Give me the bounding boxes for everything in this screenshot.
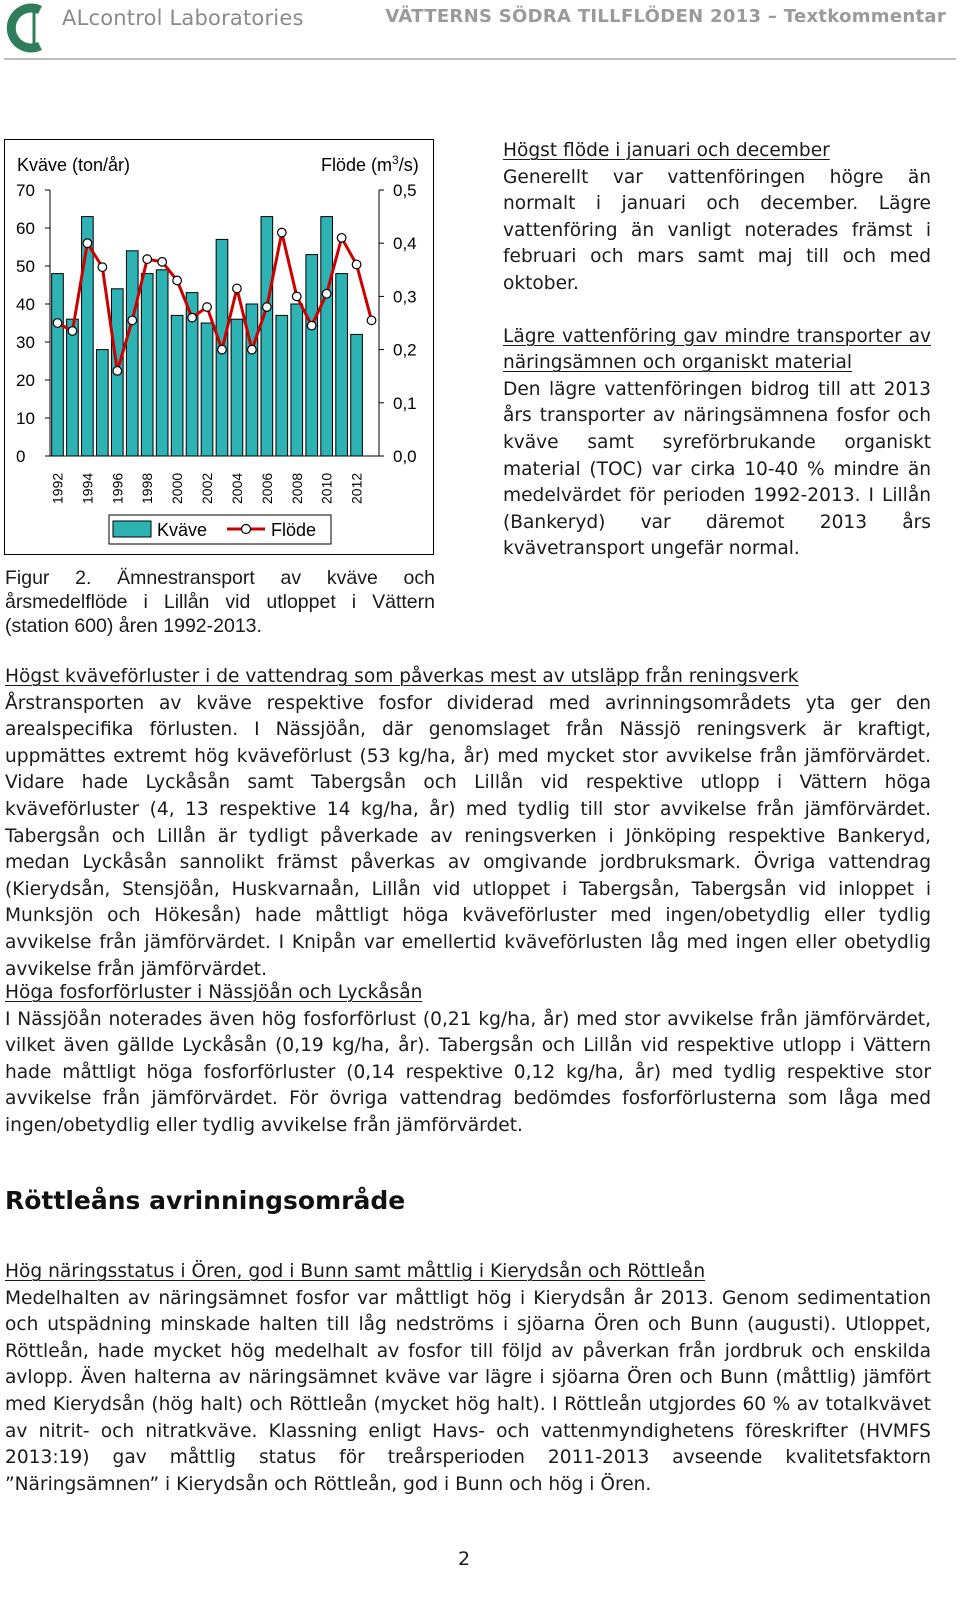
side-body-1: Generellt var vattenföringen högre än normalt i januari och december. Lägre vattenföring än vanligt noterades främst i februari och mars samt maj till och med oktober.: [503, 166, 931, 294]
x-tick-label: 2010: [318, 472, 335, 504]
point-flode-2008: [292, 292, 301, 301]
x-tick-label: 1998: [139, 472, 156, 504]
point-flode-2011: [337, 234, 346, 243]
section-nutrient-status: [5, 1259, 931, 1498]
bar-kvave-2000: [171, 315, 183, 456]
x-tick-label: 2006: [258, 472, 275, 504]
left-tick-label: 20: [16, 371, 35, 390]
right-axis-title: Flöde $(m^3/s)$: [321, 153, 419, 175]
chart-legend: [109, 515, 331, 544]
right-tick-label: 0,3: [393, 287, 417, 307]
legend-kvave-label: Kväve: [157, 520, 208, 540]
page-number: 2: [458, 1548, 471, 1570]
bar-kvave-2007: [276, 315, 288, 456]
left-tick-label: 10: [16, 409, 35, 428]
header-divider: [4, 58, 956, 60]
bar-kvave-1998: [141, 274, 153, 456]
x-tick-label: 1992: [49, 472, 66, 504]
nitrogen-flow-chart: [5, 140, 435, 556]
side-heading-1: Högst flöde i januari och december: [503, 140, 830, 161]
point-flode-2009: [307, 321, 316, 330]
bar-kvave-2004: [231, 319, 243, 456]
section-nitrogen-losses: [5, 664, 931, 983]
point-flode-2007: [277, 228, 286, 237]
left-tick-label: 0: [16, 447, 26, 466]
left-tick-label: 50: [16, 257, 35, 276]
point-flode-2010: [322, 289, 331, 298]
bar-kvave-2012: [351, 334, 363, 456]
legend-flode-marker: [242, 525, 251, 534]
point-flode-1993: [68, 327, 77, 336]
bar-kvave-1997: [126, 251, 138, 456]
section-body-nitrogen: Årstransporten av kväve respektive fosfor dividerad med avrinningsområdets yta ger den arealspecifika förlusten. I Nässjöån, där genomslaget från Nässjö reningsverk är kraftigt, uppmättes extremt hög kväveförlust (53 kg/ha, år) med mycket stor avvikelse från jämförvärdet. Vidare hade Lyckåsån samt Tabergsån och Lillån vid respektive utlopp i Vättern höga kväveförluster (4, 13 respektive 14 kg/ha, år) med tydlig till stor avvikelse från jämförvärdet. Tabergsån och Lillån är tydligt påverkade av reningsverken i Jönköping respektive Bankeryd, medan Lyckåsån sannolikt främst påverkas av omgivande jordbruksmark. Övriga vattendrag (Kierydsån, Stensjöån, Huskvarnaån, Lillån vid utloppet i Tabergsån, Tabergsån vid inloppet i Munksjön och Hökesån) hade måttligt höga kväveförluster med ingen/obetydlig eller tydlig avvikelse från jämförvärdet. I Knipån var emellertid kväveförlusten låg med ingen eller obetydlig avvikelse från jämförvärdet.: [5, 692, 931, 980]
side-heading-2: Lägre vattenföring gav mindre transporter av näringsämnen och organiskt material: [503, 325, 931, 374]
bar-kvave-2002: [201, 323, 213, 456]
point-flode-2012: [352, 260, 361, 269]
point-flode-2000: [173, 276, 182, 285]
x-tick-label: 2012: [348, 472, 365, 504]
left-tick-label: 60: [16, 219, 35, 238]
x-tick-label: 1994: [79, 472, 96, 504]
figure-caption: Figur 2. Ämnestransport av kväve och årsmedelflöde i Lillån vid utloppet i Vättern (station 600) åren 1992-2013.: [5, 567, 435, 637]
left-tick-label: 40: [16, 295, 35, 314]
bar-kvave-2006: [261, 217, 273, 456]
legend-kvave-swatch: [113, 521, 151, 537]
bar-kvave-2010: [321, 217, 333, 456]
point-flode-2004: [233, 284, 242, 293]
x-tick-label: 2004: [228, 472, 245, 504]
right-tick-label: 0,4: [393, 234, 417, 254]
point-flode-1995: [98, 263, 107, 272]
section-body-phosphorus: I Nässjöån noterades även hög fosforförlust (0,21 kg/ha, år) med stor avvikelse från jämförvärdet, vilket även gällde Lyckåsån (0,19 kg/ha, år). Tabergsån och Lillån vid respektive utlopp i Vättern hade måttligt höga fosforförluster (0,14 respektive 0,12 kg/ha, år) med tydlig respektive stor avvikelse från jämförvärdet. För övriga vattendrag bedömdes fosforförlusterna som låga med ingen/obetydlig eller tydlig avvikelse från jämförvärdet.: [5, 1008, 931, 1136]
x-tick-label: 2008: [288, 472, 305, 504]
page-header: [0, 0, 960, 62]
section-heading-phosphorus: Höga fosforförluster i Nässjöån och Lyckåsån: [5, 982, 423, 1003]
side-body-2: Den lägre vattenföringen bidrog till att 2013 års transporter av näringsämnena fosfor och kväve samt syreförbrukande organiskt material (TOC) var cirka 10-40 % mindre än medelvärdet för perioden 1992-2013. I Lillån (Bankeryd) var däremot 2013 års kvävetransport ungefär normal.: [503, 378, 931, 560]
left-tick-label: 70: [16, 181, 35, 200]
section-title-rottlean: Röttleåns avrinningsområde: [5, 1186, 406, 1215]
section-heading-nutrient-status: Hög näringsstatus i Ören, god i Bunn samt måttlig i Kierydsån och Röttleån: [5, 1261, 706, 1282]
point-flode-2006: [263, 303, 272, 312]
x-tick-label: 2002: [199, 472, 216, 504]
point-flode-1994: [83, 239, 92, 248]
company-name: ALcontrol Laboratories: [62, 6, 304, 30]
point-flode-2003: [218, 345, 227, 354]
point-flode-1996: [113, 367, 122, 376]
point-flode-2013: [367, 316, 376, 325]
point-flode-2001: [188, 313, 197, 322]
chart-figure: [4, 139, 434, 555]
side-column: [503, 138, 931, 563]
bar-kvave-1992: [52, 274, 64, 456]
x-tick-label: 2000: [169, 472, 186, 504]
point-flode-2002: [203, 303, 212, 312]
section-heading-nitrogen: Högst kväveförluster i de vattendrag som påverkas mest av utsläpp från reningsverk: [5, 666, 799, 687]
alcontrol-logo-icon: [4, 2, 52, 54]
point-flode-1997: [128, 316, 137, 325]
right-tick-label: 0,1: [393, 393, 417, 413]
legend-flode-label: Flöde: [271, 520, 317, 540]
section-body-nutrient-status: Medelhalten av näringsämnet fosfor var måttligt hög i Kierydsån år 2013. Genom sedimentation och utspädning minskade halten till låg nedströms i sjöarna Ören och Bunn (augusti). Utloppet, Röttleån, hade mycket hög medelhalt av fosfor till följd av påverkan från jordbruk och enskilda avlopp. Även halterna av näringsämnet kväve var lägre i sjöarna Ören och Bunn (måttlig) jämfört med Kierydsån (hög halt) och Röttleån (mycket hög halt). I Röttleån utgjordes 60 % av totalkvävet av nitrit- och nitratkväve. Klassning enligt Havs- och vattenmyndighetens föreskrifter (HVMFS 2013:19) gav måttlig status för treårsperioden 2011-2013 avseende kvalitetsfaktorn ”Näringsämnen” i Kierydsån och Röttleån, god i Bunn och hög i Ören.: [5, 1287, 931, 1495]
right-tick-label: 0,5: [393, 181, 417, 200]
point-flode-1999: [158, 258, 167, 267]
right-tick-label: 0,0: [393, 447, 417, 466]
bar-kvave-2009: [306, 255, 318, 456]
bar-kvave-2011: [336, 274, 348, 456]
point-flode-2005: [248, 345, 257, 354]
right-tick-label: 0,2: [393, 340, 417, 360]
point-flode-1998: [143, 255, 152, 264]
left-tick-label: 30: [16, 333, 35, 352]
bar-kvave-2008: [291, 304, 303, 456]
x-tick-label: 1996: [109, 472, 126, 504]
left-axis-title: Kväve (ton/år): [17, 155, 131, 175]
bar-kvave-1993: [67, 319, 79, 456]
bar-kvave-1999: [156, 270, 168, 456]
point-flode-1992: [53, 319, 62, 328]
section-phosphorus-losses: [5, 980, 931, 1140]
bar-kvave-1995: [97, 350, 109, 456]
report-title: VÄTTERNS SÖDRA TILLFLÖDEN 2013 – Textkommentar: [385, 6, 946, 27]
